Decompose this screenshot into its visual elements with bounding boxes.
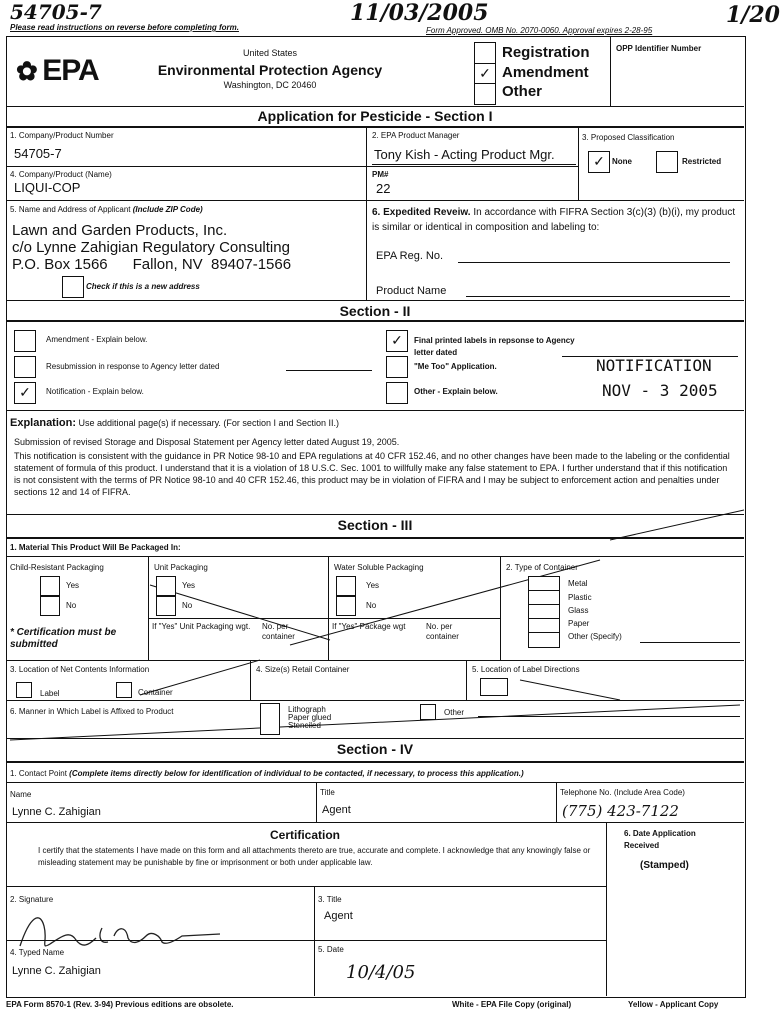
classification-label: 3. Proposed Classification	[582, 133, 675, 142]
new-address-label: Check if this is a new address	[86, 282, 200, 291]
typed-name-label: 4. Typed Name	[10, 948, 65, 957]
product-manager-label: 2. EPA Product Manager	[372, 131, 460, 140]
yellow-copy-note: Yellow - Applicant Copy	[628, 1000, 719, 1009]
contact-title-value[interactable]: Agent	[322, 804, 351, 816]
certification-title: Certification	[269, 828, 340, 842]
company-product-number-value[interactable]: 54705-7	[14, 146, 62, 161]
section1-title: Application for Pesticide - Section I	[257, 108, 493, 124]
contact-name-label: Name	[10, 790, 32, 799]
resubmission-label: Resubmission in response to Agency letter dated	[46, 362, 220, 371]
instructions-note: Please read instructions on reverse before completing form.	[10, 23, 239, 32]
notification-stamp: NOTIFICATION	[596, 356, 712, 375]
handwritten-fraction: 1/20	[726, 2, 780, 28]
classification-restricted-label: Restricted	[682, 157, 722, 166]
signature-label: 2. Signature	[10, 895, 54, 904]
me-too-label: "Me Too" Application.	[414, 362, 497, 371]
title3-value[interactable]: Agent	[324, 910, 353, 922]
amendment-explain-label: Amendment - Explain below.	[46, 335, 148, 344]
white-copy-note: White - EPA File Copy (original)	[452, 1000, 572, 1009]
label-directions-location-label: 5. Location of Label Directions	[472, 665, 580, 674]
form-number: EPA Form 8570-1 (Rev. 3-94) Previous editions are obsolete.	[6, 1000, 234, 1009]
child-no-checkbox[interactable]	[40, 596, 60, 616]
child-no-label: No	[66, 601, 77, 610]
pm-label: PM#	[372, 170, 389, 179]
stamped-label: (Stamped)	[640, 860, 689, 871]
manner-other-label: Other	[444, 708, 465, 717]
epa-reg-no-label: EPA Reg. No.	[376, 250, 444, 262]
water-soluble-label: Water Soluble Packaging	[334, 563, 424, 572]
container-plastic-label: Plastic	[568, 593, 592, 602]
type-of-container-label: 2. Type of Container	[506, 563, 578, 572]
child-resistant-label: Child-Resistant Packaging	[10, 563, 104, 572]
contact-name-value[interactable]: Lynne C. Zahigian	[12, 806, 101, 818]
final-labels-checkbox[interactable]: ✓	[386, 330, 408, 352]
section3-title: Section - III	[337, 517, 413, 533]
company-product-number-label: 1. Company/Product Number	[10, 131, 114, 140]
water-no-label: No	[366, 601, 377, 610]
lithograph-label: Lithograph	[288, 705, 326, 714]
handwritten-date: 11/03/2005	[350, 0, 489, 26]
explanation-header: Explanation: Use additional page(s) if necessary. (For section I and Section II.)	[10, 417, 339, 429]
form-approved-note: Form Approved. OMB No. 2070-0060. Approval expires 2-28-95	[426, 26, 653, 35]
classification-none-checkbox[interactable]: ✓	[588, 151, 610, 173]
notification-stamp-date: NOV - 3 2005	[602, 381, 718, 400]
section4-title: Section - IV	[336, 741, 414, 757]
pm-value[interactable]: 22	[376, 181, 391, 196]
amendment-label: Amendment	[502, 64, 589, 81]
unit-packaging-label: Unit Packaging	[154, 563, 208, 572]
net-contents-label-option: Label	[40, 689, 60, 698]
unit-no-label: No	[182, 601, 193, 610]
telephone-value[interactable]: (775) 423-7122	[562, 802, 679, 820]
net-contents-container-option: Container	[138, 688, 173, 697]
date-value[interactable]: 10/4/05	[346, 962, 416, 983]
lithograph-checkbox[interactable]	[260, 703, 280, 735]
applicant-label: 5. Name and Address of Applicant (Include ZIP Code)	[10, 205, 203, 214]
retail-container-size-label: 4. Size(s) Retail Container	[256, 665, 350, 674]
amendment-checkbox[interactable]: ✓	[474, 63, 496, 85]
water-no-checkbox[interactable]	[336, 596, 356, 616]
applicant-address-line3[interactable]: P.O. Box 1566 Fallon, NV 89407-1566	[12, 256, 292, 273]
handwritten-product-number: 54705-7	[10, 0, 102, 24]
opp-identifier-label: OPP Identifier Number	[616, 44, 702, 53]
section2-title: Section - II	[339, 303, 411, 319]
stenciled-label: Stenciled	[288, 721, 321, 730]
date-label: 5. Date	[318, 945, 344, 954]
epa-logo: ✿ EPA	[16, 54, 99, 87]
net-contents-container-checkbox[interactable]	[116, 682, 132, 698]
container-other-label: Other (Specify)	[568, 632, 622, 641]
registration-label: Registration	[502, 44, 590, 61]
paper-glued-label: Paper glued	[288, 713, 332, 722]
unit-no-checkbox[interactable]	[156, 596, 176, 616]
child-yes-checkbox[interactable]	[40, 576, 60, 596]
contact-point-label: 1. Contact Point (Complete items directly below for identification of individual to be contacted, if necessary, to process this application.)	[10, 769, 524, 778]
manner-other-checkbox[interactable]	[420, 704, 436, 720]
material-label: 1. Material This Product Will Be Packaged In:	[10, 543, 181, 552]
other-explain-label: Other - Explain below.	[414, 387, 498, 396]
applicant-address-line2[interactable]: c/o Lynne Zahigian Regulatory Consulting	[12, 239, 290, 256]
title3-label: 3. Title	[318, 895, 342, 904]
explanation-paragraph2[interactable]: This notification is consistent with the guidance in PR Notice 98-10 and EPA regulations at 40 CFR 152.46, and no other changes have been made to the labeling or the confidential statement of formula of this product. I understand that it is a violation of 18 U.S.C. Sec. 1001 to willfully make any false statement to EPA. I further understand that if this notification is not consistent with the terms of PR Notice 98-10 and 40 CFR 152.46, this product may be in violation of FIFRA and I may be subject to enforcement action and penalties under sections 12 and 14 of FIFRA.	[14, 451, 730, 497]
agency-address: Washington, DC 20460	[223, 80, 317, 90]
explanation-paragraph1[interactable]: Submission of revised Storage and Disposal Statement per Agency letter dated August 19, 2005.	[14, 437, 400, 447]
notification-checkbox[interactable]: ✓	[14, 382, 36, 404]
net-contents-location-label: 3. Location of Net Contents Information	[10, 665, 150, 674]
agency-name: Environmental Protection Agency	[157, 62, 383, 78]
classification-none-label: None	[612, 157, 632, 166]
manner-options	[288, 706, 331, 730]
water-yes-checkbox[interactable]	[336, 576, 356, 596]
product-name-value[interactable]: LIQUI-COP	[14, 180, 81, 195]
product-name-label: 4. Company/Product (Name)	[10, 170, 112, 179]
container-metal-label: Metal	[568, 579, 588, 588]
container-glass-label: Glass	[568, 606, 589, 615]
strike-line-a	[610, 510, 744, 540]
product-name-field-label: Product Name	[376, 285, 447, 297]
telephone-label: Telephone No. (Include Area Code)	[560, 788, 685, 797]
label-affixed-manner-label: 6. Manner in Which Label is Affixed to Product	[10, 707, 174, 716]
if-yes-package-label: If "Yes" Package wgt	[332, 622, 406, 631]
if-yes-unit-label: If "Yes" Unit Packaging wgt.	[152, 622, 251, 631]
epa-flower-icon: ✿	[16, 56, 38, 86]
contact-title-label: Title	[320, 788, 335, 797]
certification-note: * Certification must be submitted	[10, 627, 117, 650]
agency-line1: United States	[242, 48, 298, 58]
certification-text: I certify that the statements I have made on this form and all attachments thereto are true, accurate and complete. I acknowledge that any knowingly false or misleading statement may be punishable by fine or imprisonment or both under applicable law.	[38, 846, 591, 867]
net-contents-label-checkbox[interactable]	[16, 682, 32, 698]
unit-yes-checkbox[interactable]	[156, 576, 176, 596]
water-yes-label: Yes	[366, 581, 380, 590]
strike-line-e	[520, 680, 620, 700]
other-label: Other	[502, 83, 543, 100]
water-no-per-container-label: No. per container	[426, 622, 459, 641]
product-manager-value[interactable]: Tony Kish - Acting Product Mgr.	[374, 147, 555, 162]
applicant-address-line1[interactable]: Lawn and Garden Products, Inc.	[12, 222, 228, 239]
final-labels-label: Final printed labels in repsonse to Agency letter dated	[414, 336, 575, 357]
container-paper-label: Paper	[568, 619, 590, 628]
child-yes-label: Yes	[66, 581, 80, 590]
typed-name-value[interactable]: Lynne C. Zahigian	[12, 965, 101, 977]
label-directions-checkbox[interactable]	[480, 678, 508, 696]
container-other-checkbox[interactable]	[528, 632, 560, 648]
expedited-review: 6. Expedited Reveiw. In accordance with FIFRA Section 3(c)(3) (b)(i), my product is similar or identical in composition and labeling to:	[372, 207, 736, 233]
date-received-label: 6. Date Application Received	[624, 829, 696, 850]
unit-yes-label: Yes	[182, 581, 196, 590]
notification-label: Notification - Explain below.	[46, 387, 144, 396]
unit-no-per-container-label: No. per container	[262, 622, 295, 641]
